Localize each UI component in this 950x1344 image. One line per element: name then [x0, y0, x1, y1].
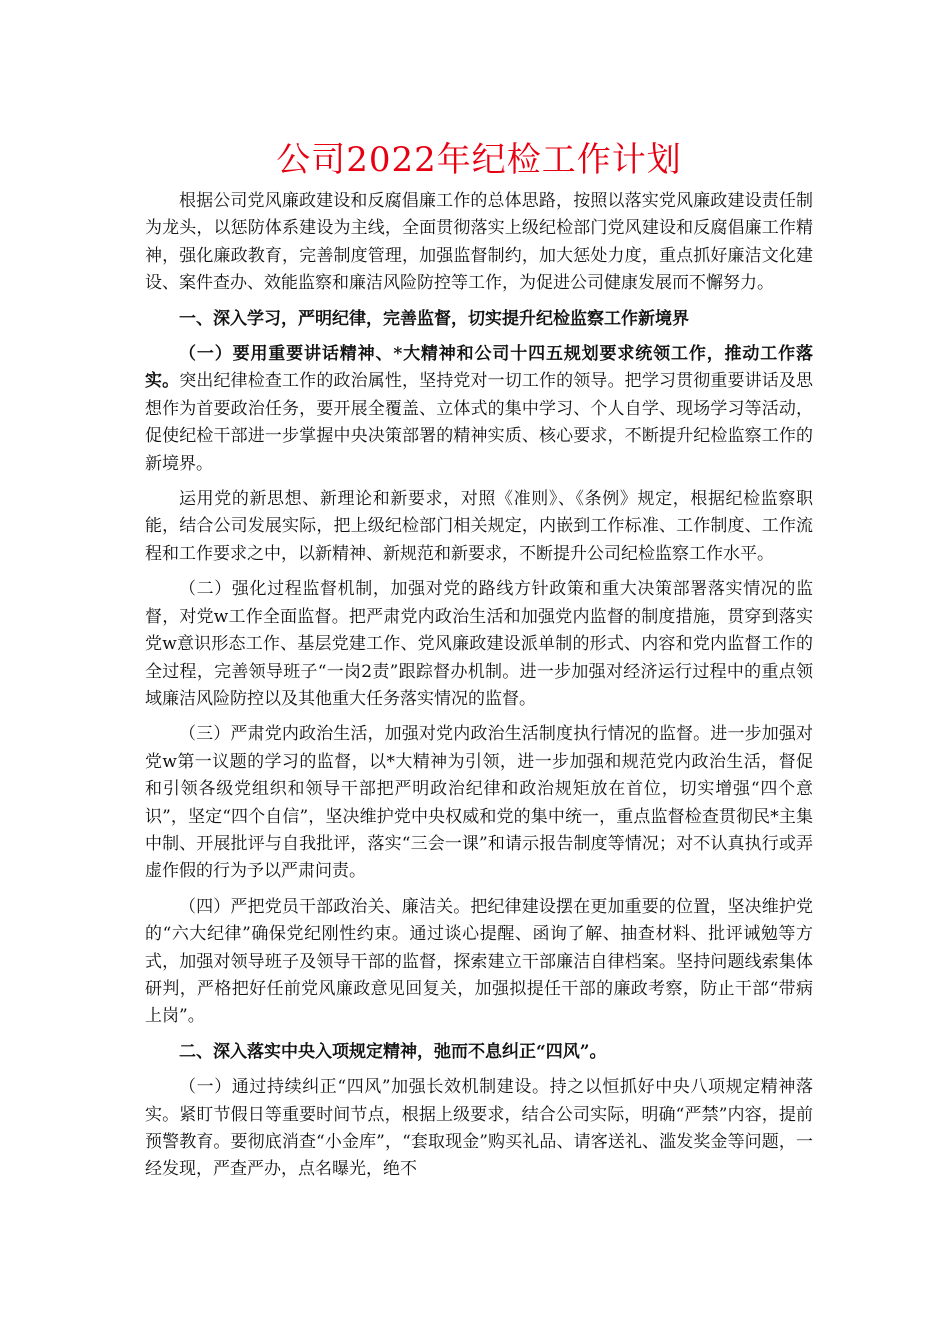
- document-title: 公司2022年纪检工作计划: [276, 140, 682, 180]
- intro-paragraph: 根据公司党风廉政建设和反腐倡廉工作的总体思路，按照以落实党风廉政建设责任制为龙头，以惩防体系建设为主线，全面贯彻落实上级纪检部门党风建设和反腐倡廉工作精神，强化廉政教育，完善制度管理，加强监督制约，加大惩处力度，重点抓好廉洁文化建设、案件查办、效能监察和廉洁风险防控等工作，为促进公司健康发展而不懈努力。: [145, 191, 813, 294]
- section-1-paragraph-5: （四）严把党员干部政治关、廉洁关。把纪律建设摆在更加重要的位置，坚决维护党的“六大纪律”确保党纪刚性约束。通过谈心提醒、函询了解、抽查材料、批评诫勉等方式，加强对领导班子及领导干部的监督，探索建立干部廉洁自律档案。坚持问题线索集体研判，严格把好任前党风廉政意见回复关，加强拟提任干部的廉政考察，防止干部“带病上岗”。: [145, 896, 813, 1027]
- section-1-paragraph-4: （三）严肃党内政治生活，加强对党内政治生活制度执行情况的监督。进一步加强对党w第一议题的学习的监督，以*大精神为引领，进一步加强和规范党内政治生活，督促和引领各级党组织和领导干部把严明政治纪律和政治规矩放在首位，切实增强“四个意识”，坚定“四个自信”，坚决维护党中央权威和党的集中统一，重点监督检查贯彻民*主集中制、开展批评与自我批评，落实“三会一课”和请示报告制度等情况；对不认真执行或弄虚作假的行为予以严肃问责。: [145, 724, 813, 882]
- section-1-paragraph-1-body: 突出纪律检查工作的政治属性，坚持党对一切工作的领导。把学习贯彻重要讲话及思想作为首要政治任务，要开展全覆盖、立体式的集中学习、个人自学、现场学习等活动，促使纪检干部进一步掌握中央决策部署的精神实质、核心要求，不断提升纪检监察工作的新境界。: [145, 371, 814, 474]
- section-1-heading: 一、深入学习，严明纪律，完善监督，切实提升纪检监察工作新境界: [179, 308, 689, 329]
- section-1-paragraph-3: （二）强化过程监督机制，加强对党的路线方针政策和重大决策部署落实情况的监督，对党w工作全面监督。把严肃党内政治生活和加强党内监督的制度措施，贯穿到落实党w意识形态工作、基层党建工作、党风廉政建设派单制的形式、内容和党内监督工作的全过程，完善领导班子“一岗2责”跟踪督办机制。进一步加强对经济运行过程中的重点领域廉洁风险防控以及其他重大任务落实情况的监督。: [145, 579, 813, 709]
- section-2-paragraph-1: （一）通过持续纠正“四风”加强长效机制建设。持之以恒抓好中央八项规定精神落实。紧盯节假日等重要时间节点，根据上级要求，结合公司实际，明确“严禁”内容，提前预警教育。要彻底消查“小金库”，“套取现金”购买礼品、请客送礼、滥发奖金等问题，一经发现，严查严办，点名曝光，绝不: [145, 1077, 813, 1180]
- section-1-paragraph-2: 运用党的新思想、新理论和新要求，对照《准则》、《条例》规定，根据纪检监察职能，结合公司发展实际，把上级纪检部门相关规定，内嵌到工作标准、工作制度、工作流程和工作要求之中，以新精神、新规范和新要求，不断提升公司纪检监察工作水平。: [145, 489, 813, 564]
- document-page: [145, 138, 813, 1191]
- section-2-heading: 二、深入落实中央入项规定精神，弛而不息纠正“四风”。: [179, 1041, 607, 1062]
- section-1-paragraph-1: [145, 341, 813, 478]
- section-1-paragraph-1-lead: （一）要用重要讲话精神、*大精神和公司十四五规划要求统领工作，推动工作落实。: [145, 344, 813, 392]
